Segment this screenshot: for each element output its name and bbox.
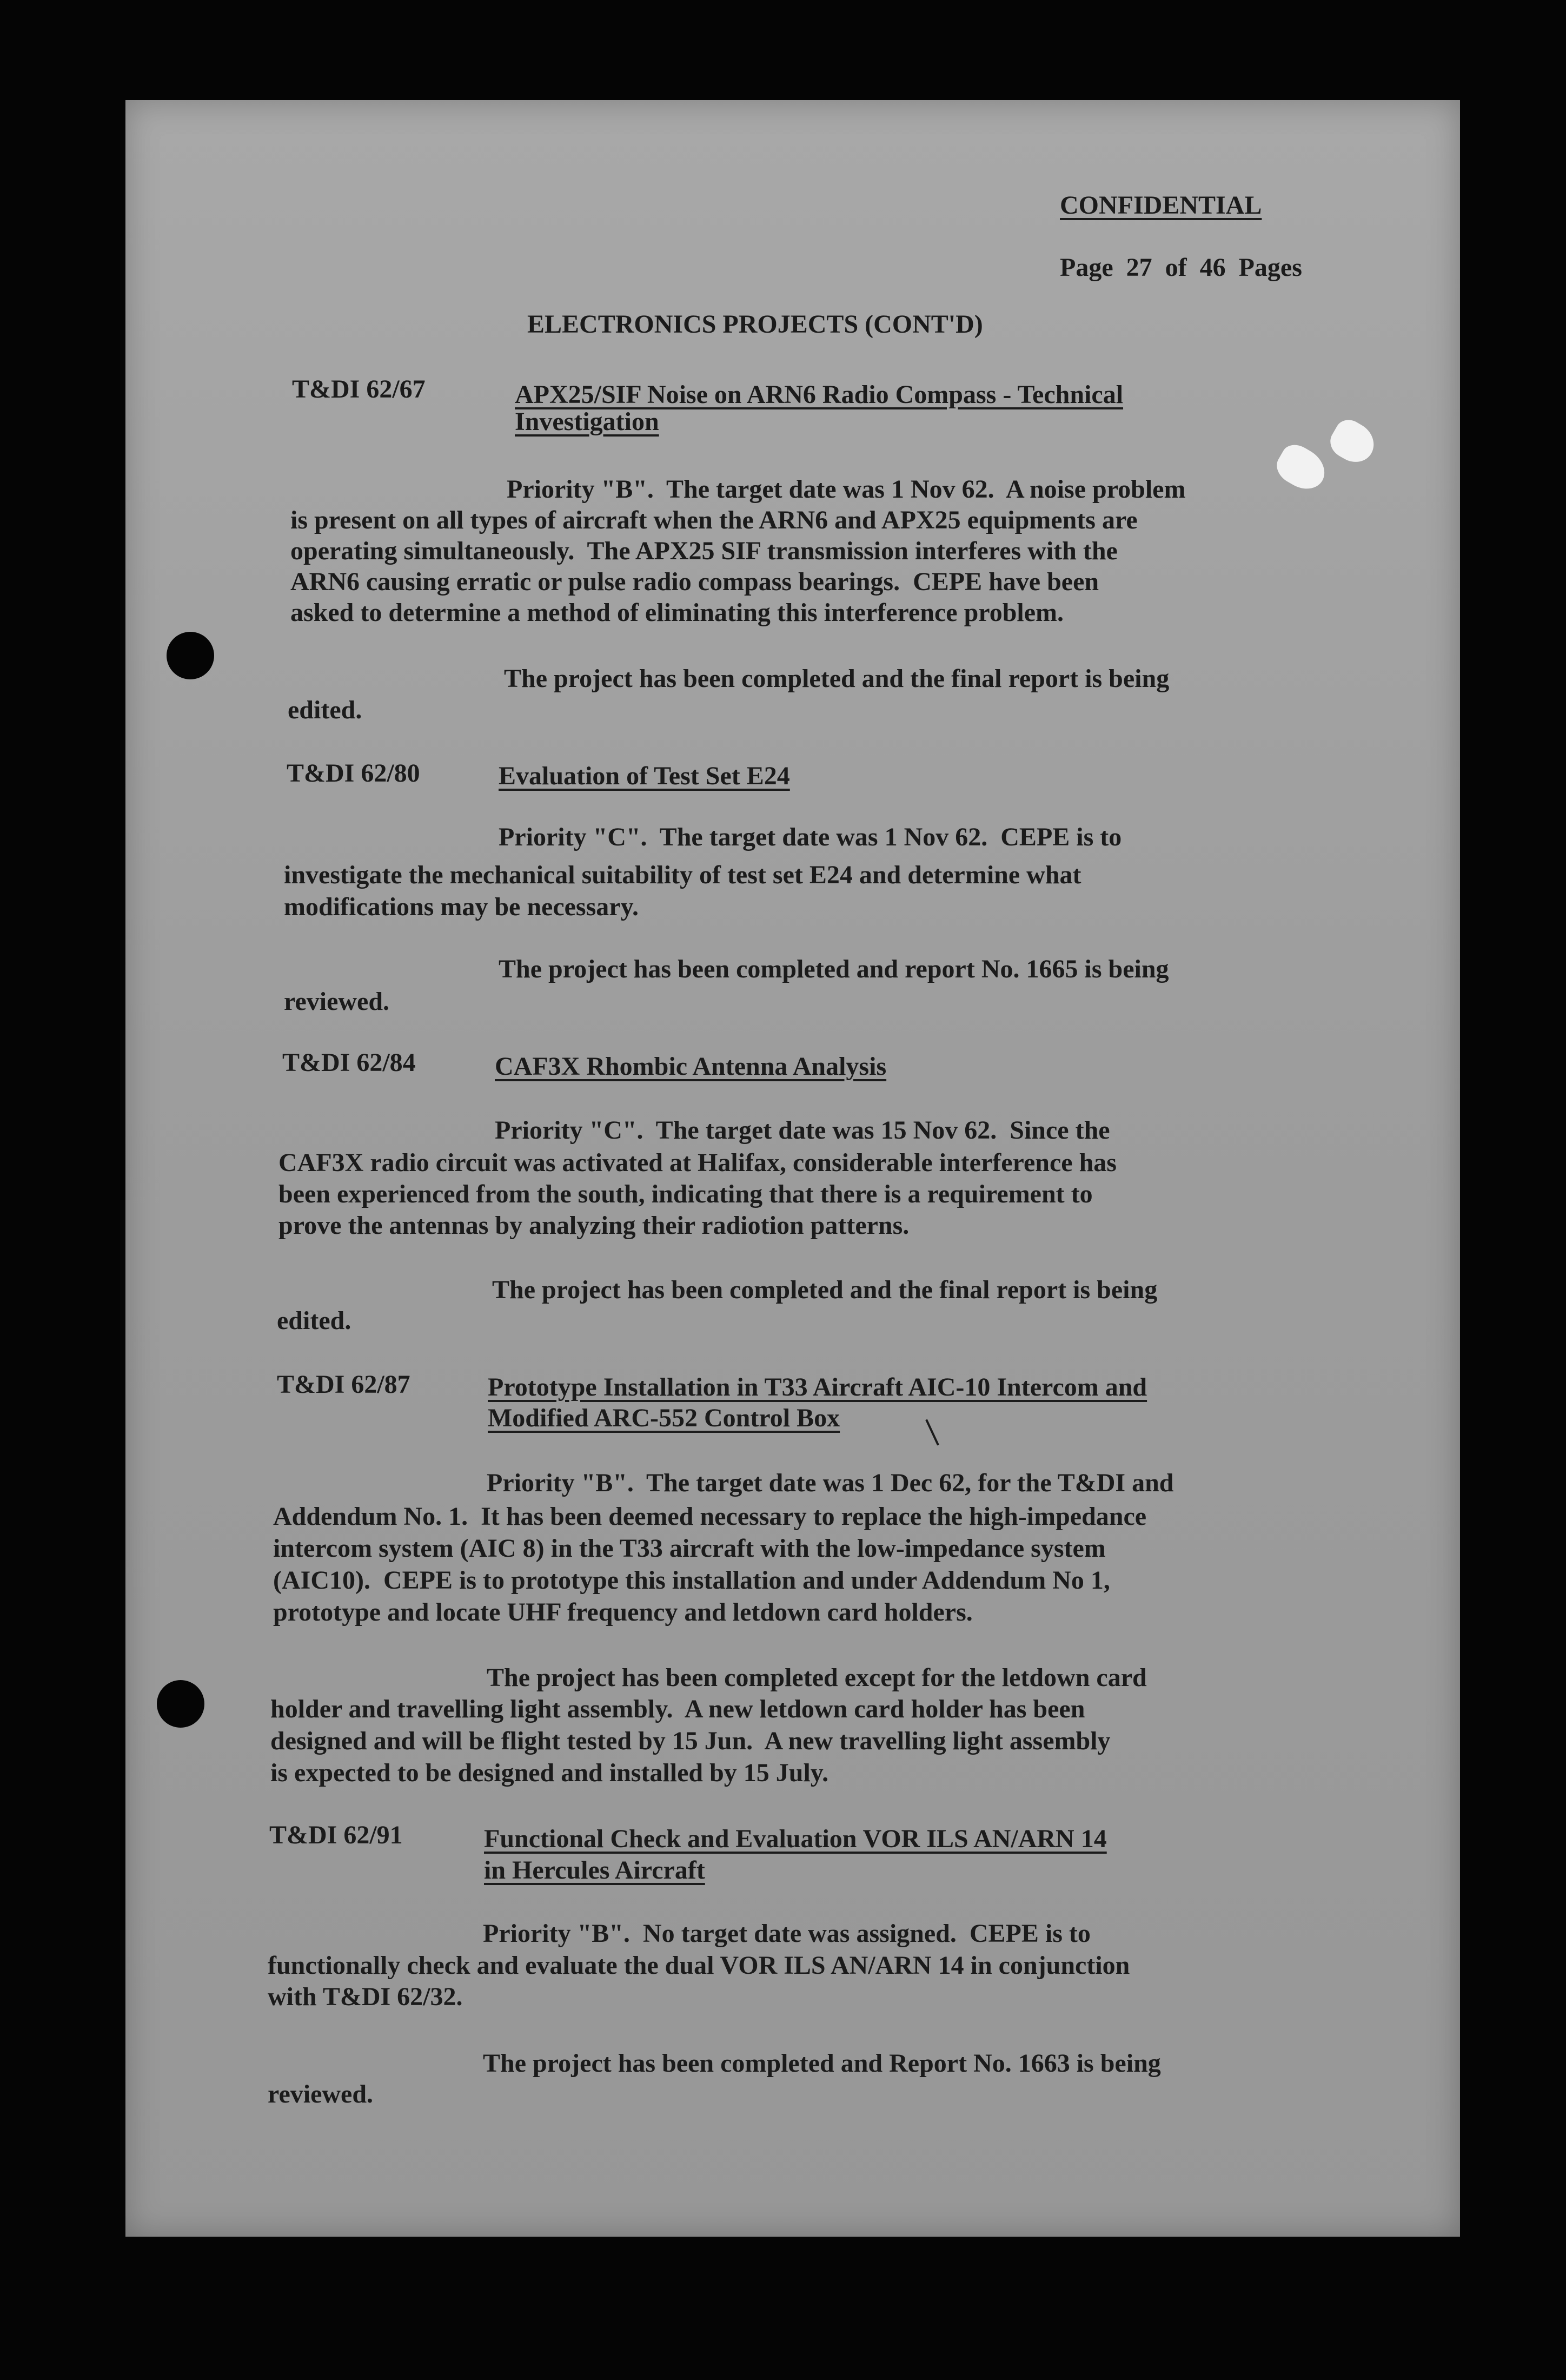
paragraph-line: CAF3X radio circuit was activated at Halifax, considerable interference has — [278, 1148, 1117, 1177]
project-title-line: in Hercules Aircraft — [484, 1856, 705, 1885]
paragraph-line: prove the antennas by analyzing their radiotion patterns. — [278, 1211, 910, 1240]
project-title-line: Functional Check and Evaluation VOR ILS AN/ARN 14 — [484, 1824, 1107, 1853]
paragraph-line: prototype and locate UHF frequency and letdown card holders. — [273, 1598, 973, 1627]
project-id: T&DI 62/80 — [287, 759, 420, 788]
paragraph-line: ARN6 causing erratic or pulse radio compass bearings. CEPE have been — [290, 567, 1099, 596]
paragraph-line: been experienced from the south, indicating that there is a requirement to — [278, 1180, 1093, 1208]
paragraph-line: edited. — [277, 1306, 351, 1335]
paragraph-line: asked to determine a method of eliminating this interference problem. — [290, 598, 1064, 627]
classification-label: CONFIDENTIAL — [1060, 191, 1262, 220]
paragraph-line: The project has been completed and Report No. 1663 is being — [483, 2049, 1161, 2078]
project-title-line: CAF3X Rhombic Antenna Analysis — [495, 1052, 887, 1081]
paragraph-line: with T&DI 62/32. — [268, 1982, 463, 2011]
paragraph-line: holder and travelling light assembly. A new letdown card holder has been — [270, 1695, 1085, 1723]
paragraph-line: The project has been completed and the final report is being — [492, 1275, 1158, 1304]
paragraph-line: reviewed. — [284, 987, 390, 1016]
paragraph-line: investigate the mechanical suitability of test set E24 and determine what — [284, 861, 1081, 889]
paragraph-line: Priority "B". The target date was 1 Nov 62. A noise problem — [507, 475, 1186, 504]
paragraph-line: The project has been completed and the final report is being — [504, 664, 1170, 693]
paragraph-line: Priority "C". The target date was 15 Nov 62. Since the — [495, 1116, 1110, 1145]
paragraph-line: reviewed. — [268, 2080, 374, 2108]
project-id: T&DI 62/91 — [269, 1821, 403, 1849]
punch-hole-top — [167, 632, 214, 679]
paragraph-line: designed and will be flight tested by 15 Jun. A new travelling light assembly — [270, 1727, 1111, 1755]
paragraph-line: Priority "C". The target date was 1 Nov 62. CEPE is to — [499, 823, 1122, 851]
project-id: T&DI 62/87 — [277, 1370, 410, 1399]
paragraph-line: modifications may be necessary. — [284, 892, 639, 921]
paragraph-line: (AIC10). CEPE is to prototype this installation and under Addendum No 1, — [273, 1566, 1110, 1595]
project-id: T&DI 62/67 — [292, 375, 426, 404]
paragraph-line: operating simultaneously. The APX25 SIF transmission interferes with the — [290, 537, 1118, 565]
paragraph-line: The project has been completed and report No. 1665 is being — [499, 955, 1169, 983]
project-title-line: Prototype Installation in T33 Aircraft AIC-10 Intercom and — [488, 1373, 1147, 1401]
paragraph-line: edited. — [288, 696, 362, 724]
project-title-line: Investigation — [515, 407, 659, 436]
paragraph-line: is present on all types of aircraft when the ARN6 and APX25 equipments are — [290, 506, 1138, 534]
section-title: ELECTRONICS PROJECTS (CONT'D) — [527, 310, 983, 339]
paragraph-line: The project has been completed except for the letdown card — [487, 1663, 1147, 1692]
paragraph-line: functionally check and evaluate the dual VOR ILS AN/ARN 14 in conjunction — [268, 1951, 1130, 1980]
project-id: T&DI 62/84 — [282, 1048, 416, 1077]
project-title-line: APX25/SIF Noise on ARN6 Radio Compass - Technical — [515, 380, 1124, 409]
paragraph-line: Priority "B". The target date was 1 Dec 62, for the T&DI and — [487, 1469, 1174, 1497]
page-number-line: Page 27 of 46 Pages — [1060, 253, 1302, 282]
paragraph-line: is expected to be designed and installed by 15 July. — [270, 1758, 829, 1787]
punch-hole-bottom — [157, 1680, 204, 1728]
paragraph-line: intercom system (AIC 8) in the T33 aircraft with the low-impedance system — [273, 1534, 1106, 1563]
project-title-line: Modified ARC-552 Control Box — [488, 1404, 840, 1432]
project-title-line: Evaluation of Test Set E24 — [499, 762, 790, 790]
paragraph-line: Priority "B". No target date was assigned. CEPE is to — [483, 1919, 1091, 1948]
paragraph-line: Addendum No. 1. It has been deemed necessary to replace the high-impedance — [273, 1502, 1147, 1531]
